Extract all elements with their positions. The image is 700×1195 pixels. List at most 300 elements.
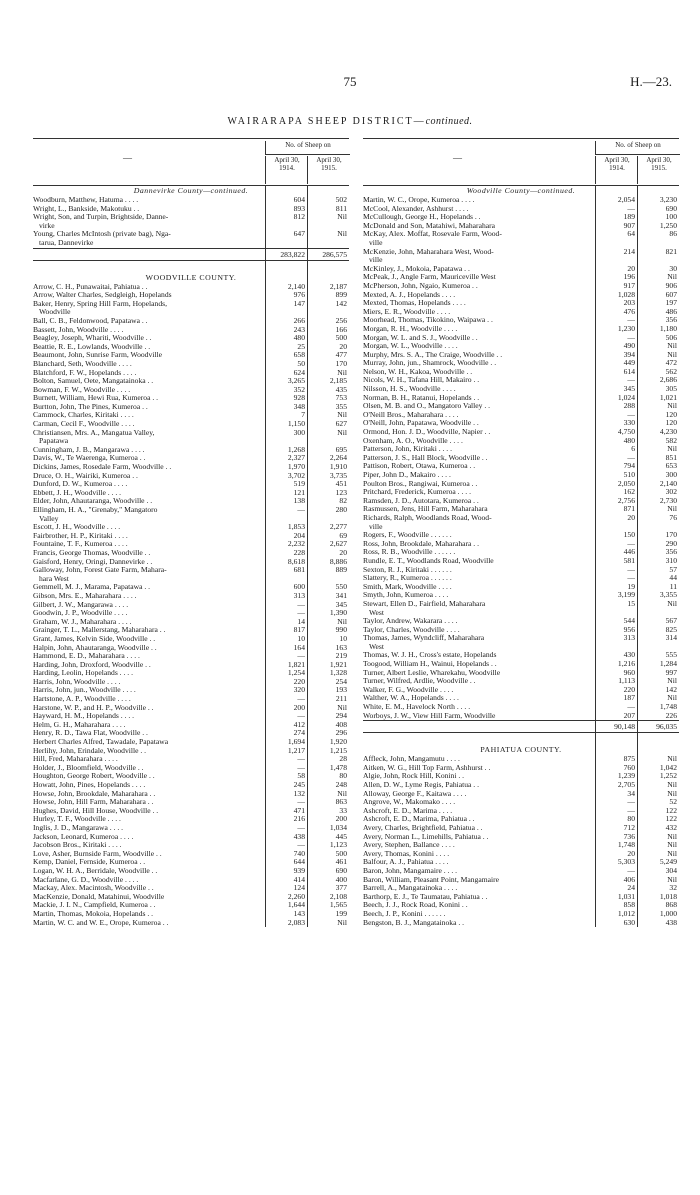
sheep-1915: 226 xyxy=(665,710,677,720)
owner-name: Ramsden, J. D., Autotara, Kumeroa . . xyxy=(363,496,479,505)
sheep-1914: 187 xyxy=(623,693,635,703)
sheep-1915: Nil xyxy=(667,693,677,703)
sheep-1915: 2,185 xyxy=(329,376,347,386)
sheep-1915: Nil xyxy=(337,212,347,222)
owner-name: Barrell, A., Mangatainoka . . . . xyxy=(363,884,458,893)
owner-name: Alloway, George F., Kaitawa . . . . xyxy=(363,789,467,798)
sheep-1915: 69 xyxy=(339,530,347,540)
sheep-1915: 1,478 xyxy=(329,762,347,772)
sheep-1914: — xyxy=(297,840,305,850)
owner-name: ville xyxy=(369,522,383,531)
table-row xyxy=(33,239,349,248)
sheep-1915: 86 xyxy=(669,229,677,239)
sheep-1915: 500 xyxy=(335,848,347,858)
sheep-1914: 1,216 xyxy=(617,659,635,669)
owner-name: Mackie, J. I. N., Campfield, Kumeroa . . xyxy=(33,901,156,910)
sheep-1914: 220 xyxy=(623,684,635,694)
sheep-1914: 207 xyxy=(623,710,635,720)
sheep-1914: 58 xyxy=(297,771,305,781)
sheep-1915: Nil xyxy=(667,272,677,282)
owner-name: Taylor, Andrew, Wakarara . . . . xyxy=(363,617,458,626)
sheep-1915: 889 xyxy=(335,565,347,575)
sheep-1914: 1,113 xyxy=(618,676,635,686)
owner-name: Wright, Son, and Turpin, Brightside, Danne- xyxy=(33,213,169,222)
owner-name: Olsen, M. B. and O., Mangatoro Valley . . xyxy=(363,402,491,411)
sheep-1915: 76 xyxy=(669,512,677,522)
sheep-1915: 5,249 xyxy=(659,857,677,867)
sheep-1914: 1,028 xyxy=(617,289,635,299)
total-1915: 96,035 xyxy=(656,722,677,732)
sheep-1914: — xyxy=(297,797,305,807)
sheep-1914: 330 xyxy=(623,418,635,428)
owner-name: Taylor, Charles, Woodville . . . . xyxy=(363,625,460,634)
owner-name: Mexted, A. J., Hopelands . . . . xyxy=(363,290,456,299)
sheep-1915: 2,108 xyxy=(329,891,347,901)
owner-name: Walker, F. G., Woodville . . . . xyxy=(363,685,454,694)
sheep-1915: 300 xyxy=(665,470,677,479)
table-header xyxy=(33,138,349,186)
owner-name: Woodville xyxy=(39,308,71,317)
section-heading: Dannevirke County—continued. xyxy=(133,186,249,195)
sheep-1914: 1,268 xyxy=(287,444,305,454)
sheep-1915: 294 xyxy=(335,711,347,721)
sheep-1915: 906 xyxy=(665,280,677,290)
sheep-1915: 445 xyxy=(335,831,347,841)
table-row xyxy=(33,429,349,438)
owner-name: White, E. M., Havelock North . . . . xyxy=(363,703,471,712)
sheep-1915: 653 xyxy=(665,461,677,471)
sheep-1915: 502 xyxy=(335,195,347,204)
sheep-1914: 736 xyxy=(623,831,635,841)
title-text: WAIRARAPA SHEEP DISTRICT— xyxy=(227,116,426,127)
sheep-1915: 408 xyxy=(335,719,347,729)
owner-name: Harris, John, Woodville . . . . xyxy=(33,677,121,686)
sheep-1915: 461 xyxy=(335,857,347,867)
sheep-1915: 821 xyxy=(665,246,677,256)
owner-name: ville xyxy=(369,238,383,247)
owner-name: Beagley, Joseph, Whariti, Woodville . . xyxy=(33,334,152,343)
table-row xyxy=(363,514,679,523)
owner-name: McKay, Alex. Moffat, Rosevale Farm, Wood- xyxy=(363,230,502,239)
sheep-1914: 4,750 xyxy=(617,427,635,437)
sheep-1915: 2,264 xyxy=(329,453,347,463)
owner-name: Gaisford, Henry, Oringi, Dannevirke . . xyxy=(33,557,153,566)
sheep-1914: 20 xyxy=(627,512,635,522)
owner-name: Elder, John, Ahautaranga, Woodville . . xyxy=(33,497,153,506)
table-row xyxy=(33,506,349,515)
sheep-1915: 1,123 xyxy=(329,840,347,850)
sheep-1915: Nil xyxy=(667,341,677,351)
owner-name: Ross, R. B., Woodville . . . . . . xyxy=(363,548,456,557)
sheep-1915: 170 xyxy=(665,530,677,540)
sheep-1914: 630 xyxy=(623,917,635,927)
owner-name: Avery, Thomas, Konini . . . . xyxy=(363,849,450,858)
owner-name: Martin, Thomas, Mokoia, Hopelands . . xyxy=(33,909,154,918)
sheep-1915: 1,042 xyxy=(659,762,677,772)
sheep-1915: 2,187 xyxy=(329,281,347,291)
sheep-1915: 438 xyxy=(665,917,677,927)
sheep-1914: 1,031 xyxy=(617,891,635,901)
sheep-1914: 480 xyxy=(623,435,635,445)
sheep-1914: — xyxy=(627,797,635,807)
sheep-1915: Nil xyxy=(337,917,347,927)
owner-name: Algie, John, Rock Hill, Konini . . xyxy=(363,772,465,781)
sheep-1915: Nil xyxy=(667,831,677,841)
right-table xyxy=(363,138,679,927)
header-dash: — xyxy=(123,153,132,163)
sheep-1914: 313 xyxy=(623,633,635,643)
owner-name: McDonald and Son, Matahiwi, Maharahara xyxy=(363,221,496,230)
sheep-1915: 170 xyxy=(335,358,347,368)
sheep-1915: 11 xyxy=(669,581,677,591)
sheep-1914: 80 xyxy=(627,814,635,824)
sheep-1914: 480 xyxy=(293,333,305,343)
sheep-1915: 567 xyxy=(665,616,677,626)
sheep-1914: 6 xyxy=(631,444,635,454)
sheep-1914: 490 xyxy=(623,341,635,351)
sheep-1914: 794 xyxy=(623,461,635,471)
sheep-1914: 1,748 xyxy=(617,840,635,850)
sheep-1914: 7 xyxy=(301,410,305,420)
table-header xyxy=(363,138,679,186)
table-row xyxy=(363,600,679,609)
sheep-1915: 356 xyxy=(665,315,677,325)
sheep-1915: 120 xyxy=(665,409,677,419)
sheep-1915: 1,180 xyxy=(659,323,677,333)
owner-name: Dunford, D. W., Kumeroa . . . . xyxy=(33,480,128,489)
sheep-1915: 1,390 xyxy=(329,608,347,618)
header-1915: April 30, 1915. xyxy=(637,156,680,184)
sheep-1914: 352 xyxy=(293,384,305,394)
sheep-1914: 132 xyxy=(293,788,305,798)
sheep-1914: — xyxy=(627,375,635,385)
sheep-1915: 310 xyxy=(665,555,677,565)
total-1914: 90,148 xyxy=(614,722,635,732)
sheep-1915: 28 xyxy=(339,754,347,764)
sheep-1914: 196 xyxy=(623,272,635,282)
owner-name: Piper, John D., Makairo . . . . xyxy=(363,471,451,479)
sheep-1915: 256 xyxy=(335,315,347,325)
owner-name: Howatt, John, Pines, Hopelands . . . . xyxy=(33,781,146,789)
sheep-1915: Nil xyxy=(667,874,677,884)
sheep-1915: 10 xyxy=(339,633,347,643)
owner-name: Escott, J. H., Woodville . . . . xyxy=(33,523,121,532)
sheep-1914: 875 xyxy=(623,754,635,764)
spacer xyxy=(363,733,679,745)
sheep-1915: 3,230 xyxy=(659,195,677,204)
sheep-1914: 189 xyxy=(623,212,635,222)
sheep-1915: Nil xyxy=(337,410,347,420)
sheep-1915: 142 xyxy=(665,684,677,694)
table-body xyxy=(33,186,349,927)
sheep-1914: 858 xyxy=(623,900,635,910)
owner-name: Bowman, F. W., Woodville . . . . xyxy=(33,385,131,394)
sheep-1914: — xyxy=(627,452,635,462)
sheep-1915: 122 xyxy=(665,814,677,824)
sheep-1914: 624 xyxy=(293,367,305,377)
table-row xyxy=(363,919,679,928)
sheep-1915: 1,250 xyxy=(659,220,677,230)
owner-name: Beech, J. P., Konini . . . . . . xyxy=(363,909,446,918)
owner-name: Grainger, T. L., Mallerstang, Maharahara . . xyxy=(33,626,166,635)
sheep-1914: 604 xyxy=(293,195,305,204)
sheep-1915: 211 xyxy=(335,694,347,704)
total-row xyxy=(363,720,679,733)
sheep-1914: 871 xyxy=(623,504,635,514)
owner-name: Kemp, Daniel, Fernside, Kumeroa . . xyxy=(33,858,146,867)
table-body xyxy=(363,186,679,927)
sheep-1915: 3,735 xyxy=(329,470,347,480)
table-row xyxy=(33,213,349,222)
sheep-1914: 1,970 xyxy=(287,462,305,472)
sheep-1915: 690 xyxy=(665,203,677,213)
owner-name: Hurley, T. F., Woodville . . . . xyxy=(33,815,121,824)
owner-name: Woodburn, Matthew, Hatuma . . . . xyxy=(33,196,139,204)
sheep-1914: 449 xyxy=(623,358,635,368)
sheep-1914: 124 xyxy=(293,883,305,893)
owner-name: Sexton, R. J., Kiritaki . . . . . . xyxy=(363,565,452,574)
owner-name: Ebbett, J. H., Woodville . . . . xyxy=(33,488,122,497)
sheep-1914: 34 xyxy=(627,788,635,798)
owner-name: Hill, Fred, Maharahara . . . . xyxy=(33,755,118,764)
left-table xyxy=(33,138,349,927)
owner-name: Worboys, J. W., View Hill Farm, Woodville xyxy=(363,711,496,720)
sheep-1914: 712 xyxy=(623,822,635,832)
sheep-1915: 32 xyxy=(669,883,677,893)
sheep-1915: 2,277 xyxy=(329,522,347,532)
owner-name: Ellingham, H. A., "Grenaby," Mangatoro xyxy=(33,506,158,514)
owner-name: Herlihy, John, Erindale, Woodville . . xyxy=(33,746,147,755)
sheep-1915: 627 xyxy=(335,419,347,429)
document-code: H.—23. xyxy=(630,74,672,89)
sheep-1915: Nil xyxy=(337,788,347,798)
owner-name: Avery, Norman L., Limehills, Pahiatua . . xyxy=(363,832,489,841)
owner-name: Hammond, E. D., Maharahara . . . . xyxy=(33,652,140,661)
header-1914: April 30, 1914. xyxy=(265,156,308,184)
owner-name: Patterson, J. S., Hall Block, Woodville . . xyxy=(363,453,488,462)
owner-name: Burtton, John, The Pines, Kumeroa . . xyxy=(33,402,148,411)
sheep-1914: 430 xyxy=(623,650,635,660)
table-row xyxy=(33,566,349,575)
owner-name: Bassett, John, Woodville . . . . xyxy=(33,325,124,334)
owner-name: Ross, John, Brookdale, Maharahara . . xyxy=(363,539,479,548)
sheep-1914: 3,199 xyxy=(617,590,635,600)
sheep-1914: 266 xyxy=(293,315,305,325)
owner-name: Morgan, W. L., Woodville . . . . xyxy=(363,342,458,351)
sheep-1915: 20 xyxy=(339,547,347,557)
sheep-1915: 899 xyxy=(335,290,347,300)
sheep-1914: 519 xyxy=(293,479,305,489)
sheep-1914: — xyxy=(297,651,305,661)
sheep-1915: Nil xyxy=(667,754,677,764)
sheep-1914: 1,254 xyxy=(287,668,305,678)
owner-name: Howse, John, Brookdale, Maharahara . . xyxy=(33,789,156,798)
sheep-1915: Nil xyxy=(667,349,677,359)
owner-name: Blatchford, F. W., Hopelands . . . . xyxy=(33,368,137,377)
owner-name: tarua, Dannevirke xyxy=(39,238,94,247)
owner-name: Helm, G. H., Maharahara . . . . xyxy=(33,720,126,729)
sheep-1914: 274 xyxy=(293,728,305,738)
sheep-1914: 893 xyxy=(293,203,305,213)
sheep-1915: Nil xyxy=(667,788,677,798)
owner-name: Martin, W. C., Orope, Kumeroa . . . . xyxy=(363,196,475,204)
sheep-1914: 1,217 xyxy=(287,745,305,755)
sheep-1914: 394 xyxy=(623,349,635,359)
sheep-1914: 2,054 xyxy=(617,195,635,204)
owner-name: Fountaine, T. F., Kumeroa . . . . xyxy=(33,540,128,549)
sheep-1915: 1,328 xyxy=(329,668,347,678)
sheep-1914: 960 xyxy=(623,667,635,677)
owner-name: Richards, Ralph, Woodlands Road, Wood- xyxy=(363,513,492,522)
sheep-1914: 471 xyxy=(293,805,305,815)
sheep-1915: 1,000 xyxy=(659,908,677,918)
sheep-1915: 607 xyxy=(665,289,677,299)
sheep-1915: 753 xyxy=(335,393,347,403)
sheep-1915: 80 xyxy=(339,771,347,781)
owner-name: Howse, John, Hill Farm, Maharahara . . xyxy=(33,798,154,807)
sheep-1915: 2,140 xyxy=(659,478,677,488)
sheep-1914: 320 xyxy=(293,685,305,695)
owner-name: Turner, Wilfred, Ardlie, Woodville . . xyxy=(363,677,476,686)
sheep-1914: 348 xyxy=(293,401,305,411)
sheep-1914: 2,140 xyxy=(287,281,305,291)
sheep-1914: 5,303 xyxy=(617,857,635,867)
owner-name: Valley xyxy=(39,514,59,523)
owner-name: Smyth, John, Kumeroa . . . . xyxy=(363,591,449,600)
sheep-1914: 510 xyxy=(623,470,635,479)
sheep-1914: — xyxy=(297,711,305,721)
owner-name: hara West xyxy=(39,574,69,583)
owner-name: Herbert Charles Alfred, Tawadale, Papatawa xyxy=(33,738,169,747)
sheep-1915: 2,730 xyxy=(659,495,677,505)
sheep-1915: 280 xyxy=(335,505,347,514)
sheep-1914: 3,702 xyxy=(287,470,305,480)
owner-name: West xyxy=(369,642,384,651)
sheep-1914: 2,756 xyxy=(617,495,635,505)
sheep-1915: 2,627 xyxy=(329,539,347,549)
sheep-1914: 438 xyxy=(293,831,305,841)
owner-name: Stewart, Ellen D., Fairfield, Maharahara xyxy=(363,599,486,608)
sheep-1914: 64 xyxy=(627,229,635,239)
sheep-1915: 163 xyxy=(335,642,347,652)
sheep-1914: 907 xyxy=(623,220,635,230)
sheep-1914: — xyxy=(297,694,305,704)
sheep-1915: Nil xyxy=(337,616,347,626)
header-dash: — xyxy=(453,153,462,163)
owner-name: Goodwin, J. P., Woodville . . . . xyxy=(33,609,128,618)
sheep-1914: 20 xyxy=(627,263,635,273)
owner-name: Toogood, William H., Wainui, Hopelands . . xyxy=(363,660,497,669)
owner-name: Pattison, Robert, Otawa, Kumeroa . . xyxy=(363,462,476,471)
owner-name: Grant, James, Kelvin Side, Woodville . . xyxy=(33,634,156,643)
sheep-1914: 2,083 xyxy=(287,917,305,927)
sheep-1915: 506 xyxy=(665,332,677,342)
sheep-1915: 142 xyxy=(335,298,347,308)
sheep-1915: 811 xyxy=(335,203,347,213)
sheep-1915: 1,215 xyxy=(329,745,347,755)
owner-name: McKinley, J., Mokoia, Papatawa . . xyxy=(363,264,470,273)
owner-name: Harding, John, Droxford, Woodville . . xyxy=(33,660,151,669)
sheep-1915: 193 xyxy=(335,685,347,695)
sheep-1915: 305 xyxy=(665,384,677,394)
sheep-1915: 690 xyxy=(335,865,347,875)
owner-name: Francis, George Thomas, Woodville . . xyxy=(33,548,151,557)
owner-name: Gemmell, M. J., Marama, Papatawa . . xyxy=(33,583,151,592)
sheep-1914: 288 xyxy=(623,401,635,411)
owner-name: Turner, Albert Leslie, Wharekahu, Woodville xyxy=(363,668,501,677)
owner-name: Henry, R. D., Tawa Flat, Woodville . . xyxy=(33,729,148,738)
owner-name: virke xyxy=(39,221,55,230)
owner-name: Mexted, Thomas, Hopelands . . . . xyxy=(363,299,466,308)
sheep-1914: 760 xyxy=(623,762,635,772)
sheep-1914: 15 xyxy=(627,598,635,608)
owner-name: Hartstone, A. P., Woodville . . . . xyxy=(33,695,131,704)
sheep-1914: 1,230 xyxy=(617,323,635,333)
sheep-1915: 248 xyxy=(335,780,347,789)
owner-name: Beattie, R. E., Lowlands, Woodville . . xyxy=(33,342,151,351)
owner-name: McCool, Alexander, Ashhurst . . . . xyxy=(363,204,469,213)
owner-name: MacKenzie, Donald, Matahinui, Woodville xyxy=(33,892,165,901)
owner-name: ville xyxy=(369,256,383,265)
owner-name: Affleck, John, Mangamutu . . . . xyxy=(363,755,460,764)
total-row xyxy=(33,248,349,261)
sheep-1915: 1,910 xyxy=(329,462,347,472)
sheep-1914: 658 xyxy=(293,350,305,360)
sheep-1915: 377 xyxy=(335,883,347,893)
sheep-1915: 355 xyxy=(335,401,347,411)
owner-name: Nilsson, H. S., Woodville . . . . xyxy=(363,385,456,394)
owner-name: Murphy, Mrs. S. A., The Craige, Woodville . . xyxy=(363,350,503,359)
sheep-1914: 300 xyxy=(293,427,305,437)
owner-name: Miers, E. R., Woodville . . . . xyxy=(363,307,451,316)
owner-name: Holder, J., Bloomfield, Woodville . . xyxy=(33,763,144,772)
sheep-1914: 162 xyxy=(623,487,635,497)
sheep-1914: 1,024 xyxy=(617,392,635,402)
sheep-1914: — xyxy=(627,315,635,325)
sheep-1915: 100 xyxy=(665,212,677,222)
sheep-1914: 10 xyxy=(297,633,305,643)
owner-name: West xyxy=(369,608,384,617)
owner-name: Rundle, E. T., Woodlands Road, Woodville xyxy=(363,556,494,565)
sheep-1914: 200 xyxy=(293,702,305,712)
owner-name: McPherson, John, Ngaio, Kumeroa . . xyxy=(363,281,478,290)
sheep-1914: 204 xyxy=(293,530,305,540)
sheep-1915: 30 xyxy=(669,263,677,273)
sheep-1915: Nil xyxy=(667,598,677,608)
owner-name: Hughes, David, Hill House, Woodville . . xyxy=(33,806,159,815)
owner-name: Ball, C. B., Feldonwood, Papatawa . . xyxy=(33,316,148,325)
owner-name: Fairbrother, H. P., Kiritaki . . . . xyxy=(33,531,128,540)
owner-name: Harris, John, jun., Woodville . . . . xyxy=(33,686,136,695)
sheep-1914: — xyxy=(627,203,635,213)
sheep-1914: 345 xyxy=(623,384,635,394)
sheep-1915: 356 xyxy=(665,547,677,557)
sheep-1915: 435 xyxy=(335,384,347,394)
sheep-1915: 562 xyxy=(665,366,677,376)
sheep-1914: — xyxy=(297,505,305,514)
owner-name: Arrow, C. H., Punawaitai, Pahiatua . . xyxy=(33,282,148,291)
owner-name: Logan, W. H. A., Berridale, Woodville . . xyxy=(33,866,158,875)
sheep-1914: 614 xyxy=(623,366,635,376)
owner-name: Thomas, James, Wyndcliff, Maharahara xyxy=(363,634,485,643)
sheep-1914: 19 xyxy=(627,581,635,591)
sheep-1914: — xyxy=(627,865,635,875)
sheep-1915: 1,921 xyxy=(329,659,347,669)
sheep-1915: 472 xyxy=(665,358,677,368)
sheep-1914: 164 xyxy=(293,642,305,652)
owner-name: Morgan, W. L. and S. J., Woodville . . xyxy=(363,333,478,342)
header-sheep-count: No. of Sheep on xyxy=(595,141,680,155)
